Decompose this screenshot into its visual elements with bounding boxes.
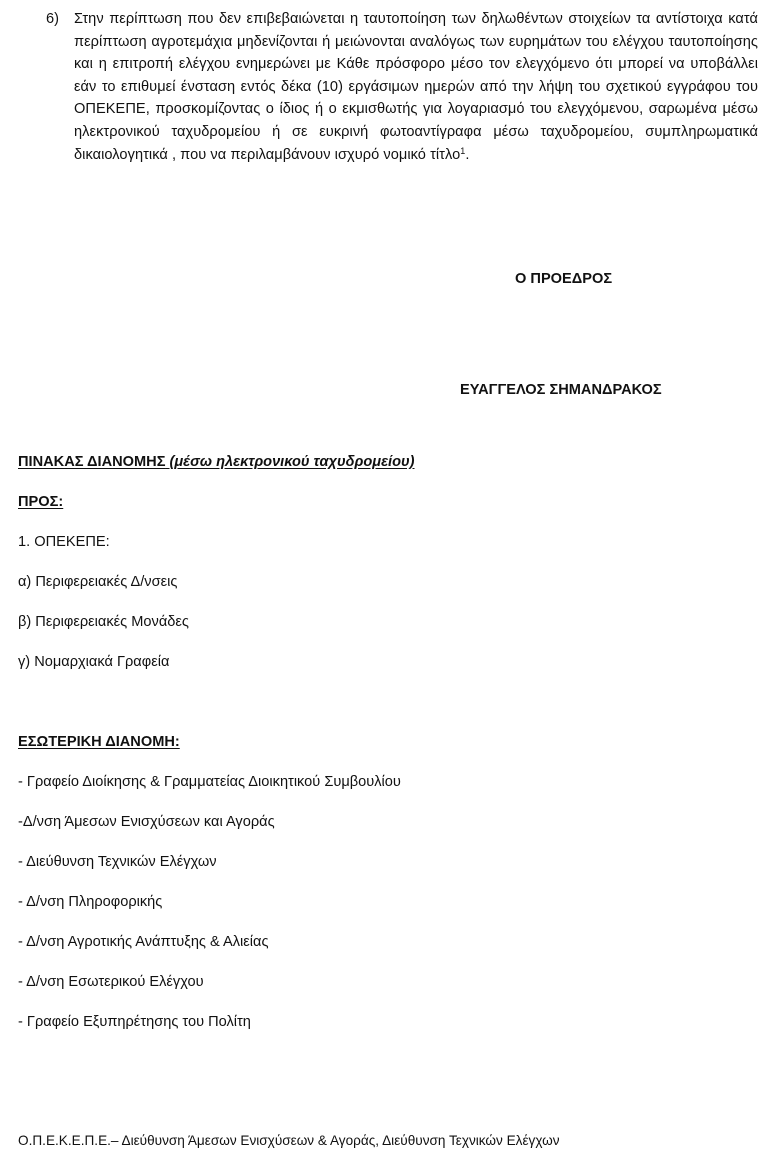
internal-item: - Δ/νση Πληροφορικής (18, 894, 163, 910)
internal-item: - Γραφείο Διοίκησης & Γραμματείας Διοικητικού Συμβουλίου (18, 774, 401, 790)
distribution-heading (18, 454, 415, 470)
page-footer: Ο.Π.Ε.Κ.Ε.Π.Ε.– Διεύθυνση Άμεσων Ενισχύσεων & Αγοράς, Διεύθυνση Τεχνικών Ελέγχων (18, 1133, 560, 1148)
paragraph-body: Στην περίπτωση που δεν επιβεβαιώνεται η ταυτοποίηση των δηλωθέντων στοιχείων τα αντίστοιχα κατά περίπτωση αγροτεμάχια μηδενίζονται ή μειώνονται αναλόγως των ευρημάτων του ελέγχου ταυτοποίησης και η επιτροπή ελέγχου ενημερώνει με Κάθε πρόσφορο μέσο τον ελεγχόμενο ότι μπορεί να υποβάλλει εάν το επιθυμεί ένσταση εντός δέκα (10) εργάσιμων ημερών από την λήψη του σχετικού εγγράφου του ΟΠΕΚΕΠΕ, προσκομίζοντας ο ίδιος ή ο εκμισθωτής για λογαριασμό του ελεγχόμενου, σαρωμένα μέσω ηλεκτρονικού ταχυδρομείου ή σε ευκρινή φωτοαντίγραφα μέσω ταχυδρομείου, συμπληρωματικά δικαιολογητικά , που να περιλαμβάνουν ισχυρό νομικό τίτλο (74, 11, 758, 163)
distribution-heading-main: ΠΙΝΑΚΑΣ ΔΙΑΝΟΜΗΣ (18, 454, 166, 470)
numbered-paragraph-6 (38, 8, 758, 166)
signature-name: ΕΥΑΓΓΕΛΟΣ ΣΗΜΑΝΔΡΑΚΟΣ (460, 382, 662, 398)
distribution-heading-sub: (μέσω ηλεκτρονικού ταχυδρομείου) (169, 454, 415, 470)
internal-item: - Διεύθυνση Τεχνικών Ελέγχων (18, 854, 217, 870)
distribution-item: γ) Νομαρχιακά Γραφεία (18, 654, 170, 670)
signature-role: Ο ΠΡΟΕΔΡΟΣ (515, 271, 613, 287)
internal-item: - Γραφείο Εξυπηρέτησης του Πολίτη (18, 1014, 251, 1030)
paragraph-end: . (465, 146, 470, 163)
distribution-item: α) Περιφερειακές Δ/νσεις (18, 574, 178, 590)
distribution-item: 1. ΟΠΕΚΕΠΕ: (18, 534, 110, 550)
paragraph-number: 6) (46, 11, 59, 27)
internal-item: - Δ/νση Εσωτερικού Ελέγχου (18, 974, 204, 990)
internal-item: - Δ/νση Αγροτικής Ανάπτυξης & Αλιείας (18, 934, 269, 950)
internal-distribution-heading: ΕΣΩΤΕΡΙΚΗ ΔΙΑΝΟΜΗ: (18, 734, 180, 750)
distribution-item: β) Περιφερειακές Μονάδες (18, 614, 189, 630)
internal-item: -Δ/νση Άμεσων Ενισχύσεων και Αγοράς (18, 814, 275, 830)
to-label: ΠΡΟΣ: (18, 494, 64, 510)
paragraph-text (74, 8, 758, 166)
footnote-reference[interactable]: 1 (460, 145, 466, 156)
